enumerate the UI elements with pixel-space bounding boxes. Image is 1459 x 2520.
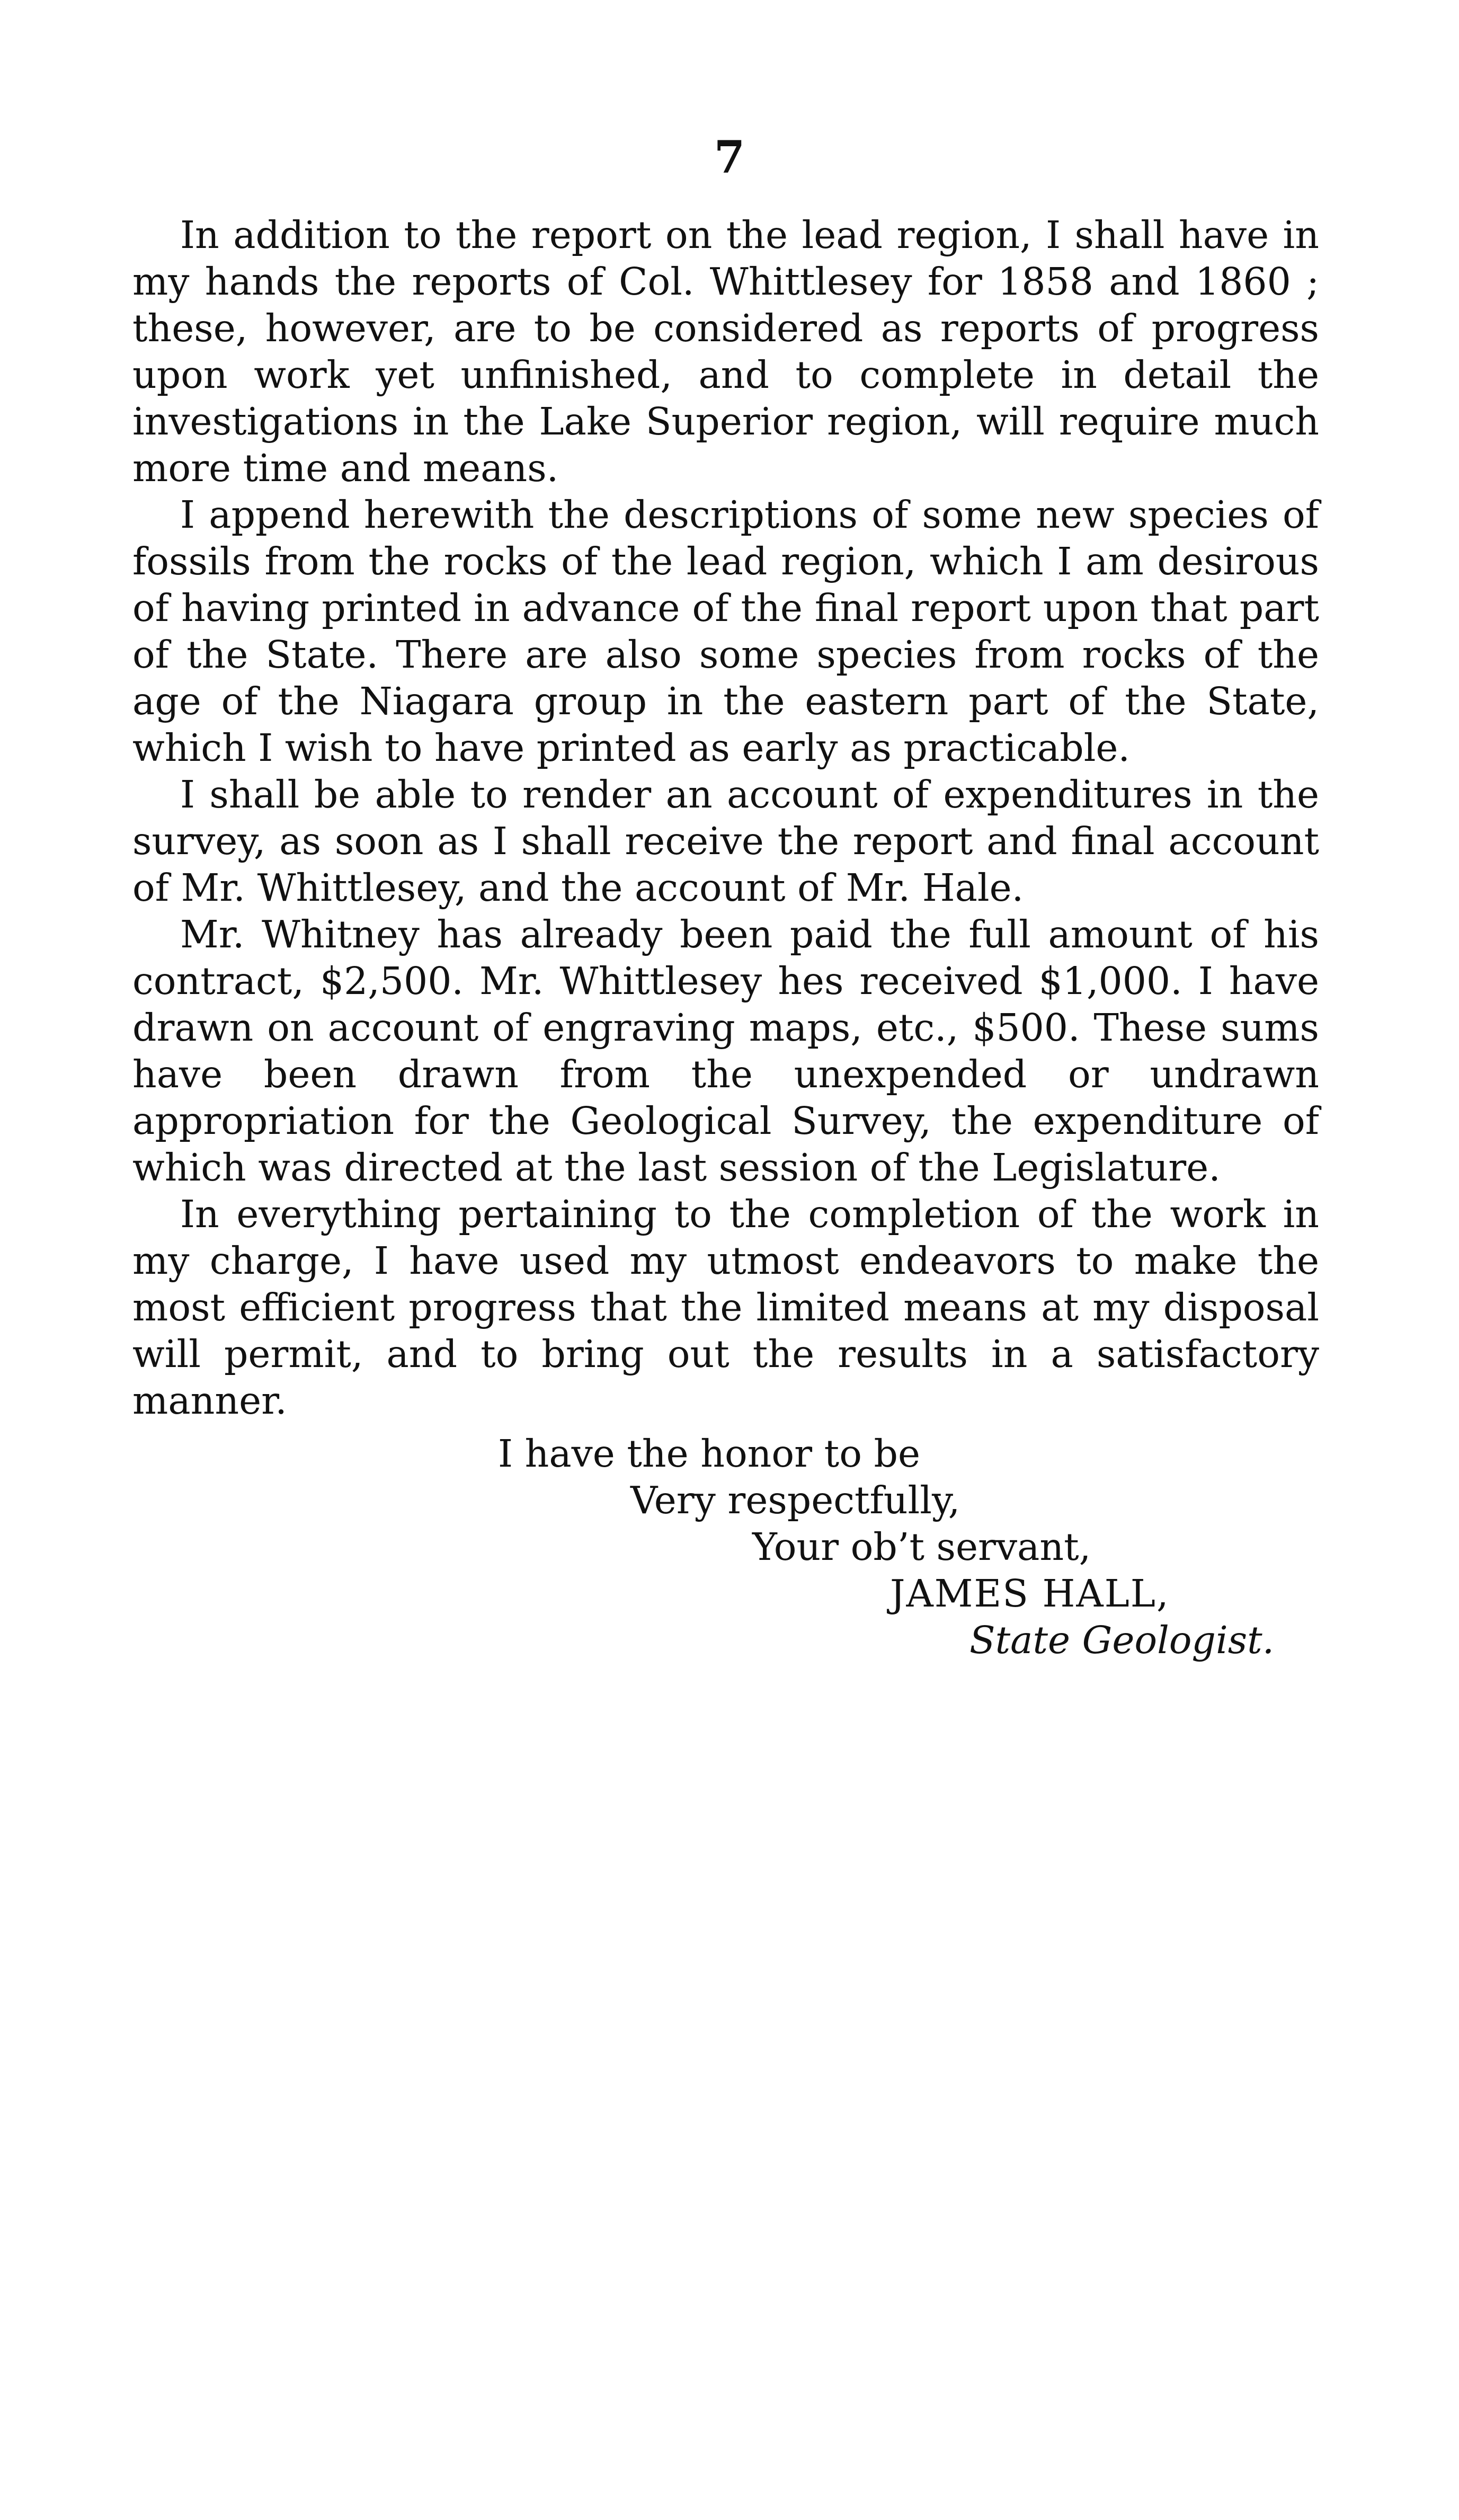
closing-line-servant: Your ob’t servant, (752, 1525, 1091, 1569)
signatory-title: State Geologist. (969, 1618, 1275, 1662)
paragraph-new-species: I append herewith the descriptions of some new species of fossils from the rocks of the lead region, which I am desirous of having printed in advance of the final report upon that part of the State. There are also some species from rocks of the age of the Niagara group in the eastern part of the State, which I wish to have printed as early as practicable. (132, 493, 1319, 770)
letter-body (132, 212, 1319, 1424)
signatory-name: JAMES HALL, (890, 1572, 1170, 1616)
paragraph-payments: Mr. Whitney has already been paid the full amount of his contract, $2,500. Mr. Whittlesey hes received $1,000. I have drawn on account of engraving maps, etc., $500. These sums have been drawn from the unexpended or undrawn appropriation for the Geological Survey, the expenditure of which was directed at the last session of the Legislature. (132, 912, 1319, 1190)
closing-line-honor: I have the honor to be (498, 1432, 920, 1476)
paragraph-completion: In everything pertaining to the completion of the work in my charge, I have used my utmost endeavors to make the most efficient progress that the limited means at my disposal will permit, and to bring out the results in a satisfactory manner. (132, 1192, 1319, 1423)
paragraph-lead-region-reports: In addition to the report on the lead region, I shall have in my hands the reports of Col. Whittlesey for 1858 and 1860 ; these, however, are to be considered as reports of progress upon work yet unfinished, and to complete in detail the investigations in the Lake Superior region, will require much more time and means. (132, 213, 1319, 490)
closing-line-respectfully: Very respectfully, (630, 1478, 960, 1522)
page-number: 7 (714, 131, 745, 183)
paragraph-expenditures: I shall be able to render an account of expenditures in the survey, as soon as I shall receive the report and final account of Mr. Whittlesey, and the account of Mr. Hale. (132, 773, 1319, 910)
